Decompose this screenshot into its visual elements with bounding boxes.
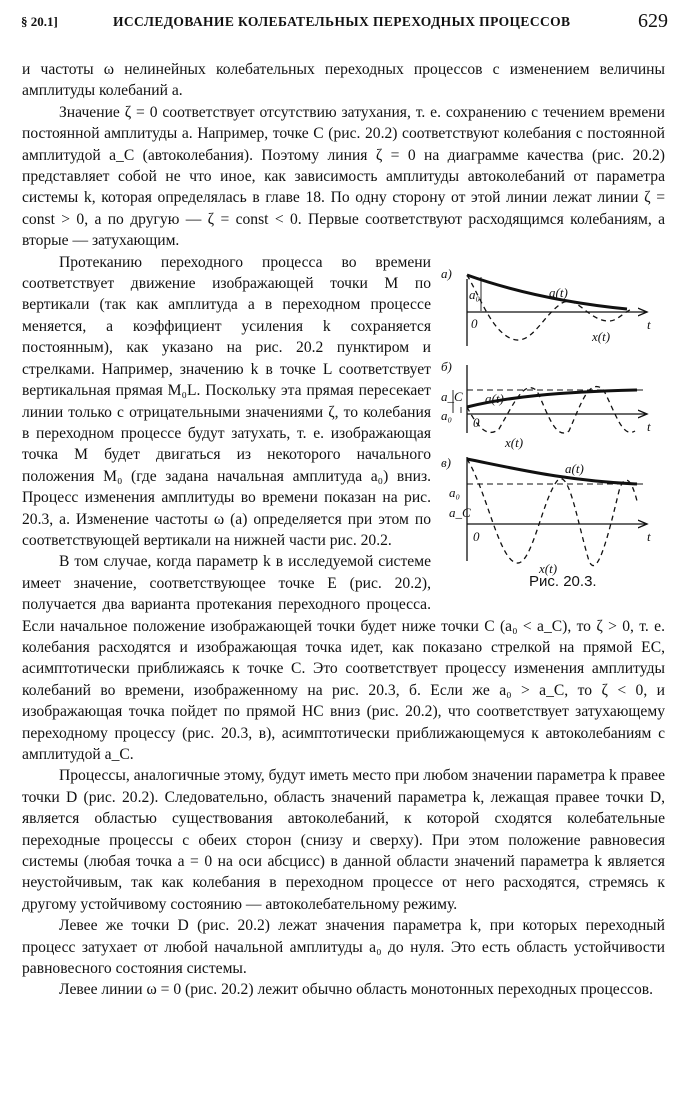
label-ac-b: a_C: [441, 388, 463, 404]
paragraph-1: и частоты ω нелинейных колебательных переходных процессов с изменением величины амплитуды колебаний a.: [22, 61, 665, 100]
label-a0-b: a₀: [441, 407, 453, 423]
label-t-b: t: [647, 418, 651, 434]
body-text: [22, 59, 665, 1001]
label-zero-c: 0: [473, 528, 480, 544]
label-a-t-a: a(t): [549, 284, 568, 300]
label-a0-a: a₀: [469, 286, 481, 302]
label-zero-a: 0: [471, 315, 478, 331]
label-x-t-a: x(t): [592, 328, 611, 344]
label-a-t-b: a(t): [485, 390, 504, 406]
envelope-c: [467, 459, 637, 484]
paragraph-4: В том случае, когда параметр k в исследуемой системе имеет значение, соответствующее точке E (рис. 20.2), получается два варианта протекания переходного процесса. Если начальное положение изображающей точки будет ниже точки C (a₀ < a_C), то ζ > 0, т. е. колебания расходятся и изображающая точка идет, как показано стрелкой на прямой EC, асимптотически приближаясь к точке C. Это соответствует процессу изменения амплитуды колебаний во времени, изображенному на рис. 20.3, б. Если же a₀ > a_C, то ζ < 0, и изображающая точка пойдет по прямой HC вниз (рис. 20.2), что соответствует затухающему переходному процессу (рис. 20.3, в), асимптотически приближающемуся к автоколебаниям с амплитудой a_C.: [22, 553, 665, 763]
label-zero-b: 0: [473, 414, 480, 430]
panel-label-b: б): [441, 358, 452, 374]
paragraph-7: Левее линии ω = 0 (рис. 20.2) лежит обычно область монотонных переходных процессов.: [59, 981, 654, 999]
paragraph-5: Процессы, аналогичные этому, будут иметь место при любом значении параметра k правее точки D (рис. 20.2). Следовательно, область значений параметра k, лежащая правее точки D, является областью существования автоколебаний, к которой сходятся колебательные переходные процессы с обеих сторон (снизу и сверху). При этом положение равновесия системы (любая точка a = 0 на оси абсцисс) в данной области значений параметра k является неустойчивым, так как колебания в переходном процессе от него расходятся, стремясь к другому устойчивому состоянию — автоколебательному режиму.: [22, 767, 665, 913]
envelope-a: [467, 275, 627, 309]
paragraph-2: Значение ζ = 0 соответствует отсутствию затухания, т. е. сохранению с течением времени постоянной амплитуды a. Например, точке C (рис. 20.2) соответствуют колебания с постоянной амплитудой a_C (автоколебания). Поэтому линия ζ = 0 на диаграмме качества (рис. 20.2) представляет собой не что иное, как зависимость амплитуды автоколебаний от параметра системы k, которая определялась в главе 18. По одну сторону от этой линии лежат линии ζ = const > 0, а по другую — ζ = const < 0. Первые соответствуют расходящимся колебаниям, а вторые — затухающим.: [22, 103, 665, 250]
label-a0-c: a₀: [449, 484, 461, 500]
panel-label-a: а): [441, 265, 452, 281]
panel-label-c: в): [441, 454, 451, 470]
section-number: § 20.1]: [21, 14, 58, 29]
paragraph-6: Левее же точки D (рис. 20.2) лежат значения параметра k, при которых переходный процесс затухает от любой начальной амплитуды a₀ до нуля. Это есть область устойчивости равновесного состояния системы.: [22, 917, 665, 978]
label-x-t-c: x(t): [539, 560, 558, 576]
label-ac-c: a_C: [449, 504, 471, 520]
label-t-a: t: [647, 316, 651, 332]
page-number: 629: [638, 10, 668, 32]
paragraph-3: Протеканию переходного процесса во времени соответствует движение изображающей точки M по вертикали (так как амплитуда a в переходном процессе меняется, а коэффициент усиления k сохраняется постоянным), как указано на рис. 20.2 пунктиром и стрелками. Например, значению k в точке L соответствует вертикальная прямая M₀L. Поскольку эта прямая пересекает линии только с отрицательными значениями ζ, то колебания в переходном процессе будут затухать, т. е. изображающая точка M будет двигаться из некоторого начального положения M₀ (где задана начальная амплитуда a₀) вниз. Процесс изменения амплитуды во времени показан на рис. 20.3, a. Изменение частоты ω (a) определяется при этом по соответствующей вертикали на нижней части рис. 20.2.: [22, 253, 431, 549]
oscillation-plots: [437, 261, 665, 595]
label-t-c: t: [647, 528, 651, 544]
label-x-t-b: x(t): [505, 434, 524, 450]
figure-20-3: [437, 261, 665, 595]
figure-caption: Рис. 20.3.: [529, 572, 597, 590]
running-title: ИССЛЕДОВАНИЕ КОЛЕБАТЕЛЬНЫХ ПЕРЕХОДНЫХ ПРОЦЕССОВ: [113, 14, 571, 29]
page-header: [21, 8, 668, 36]
label-a-t-c: a(t): [565, 460, 584, 476]
